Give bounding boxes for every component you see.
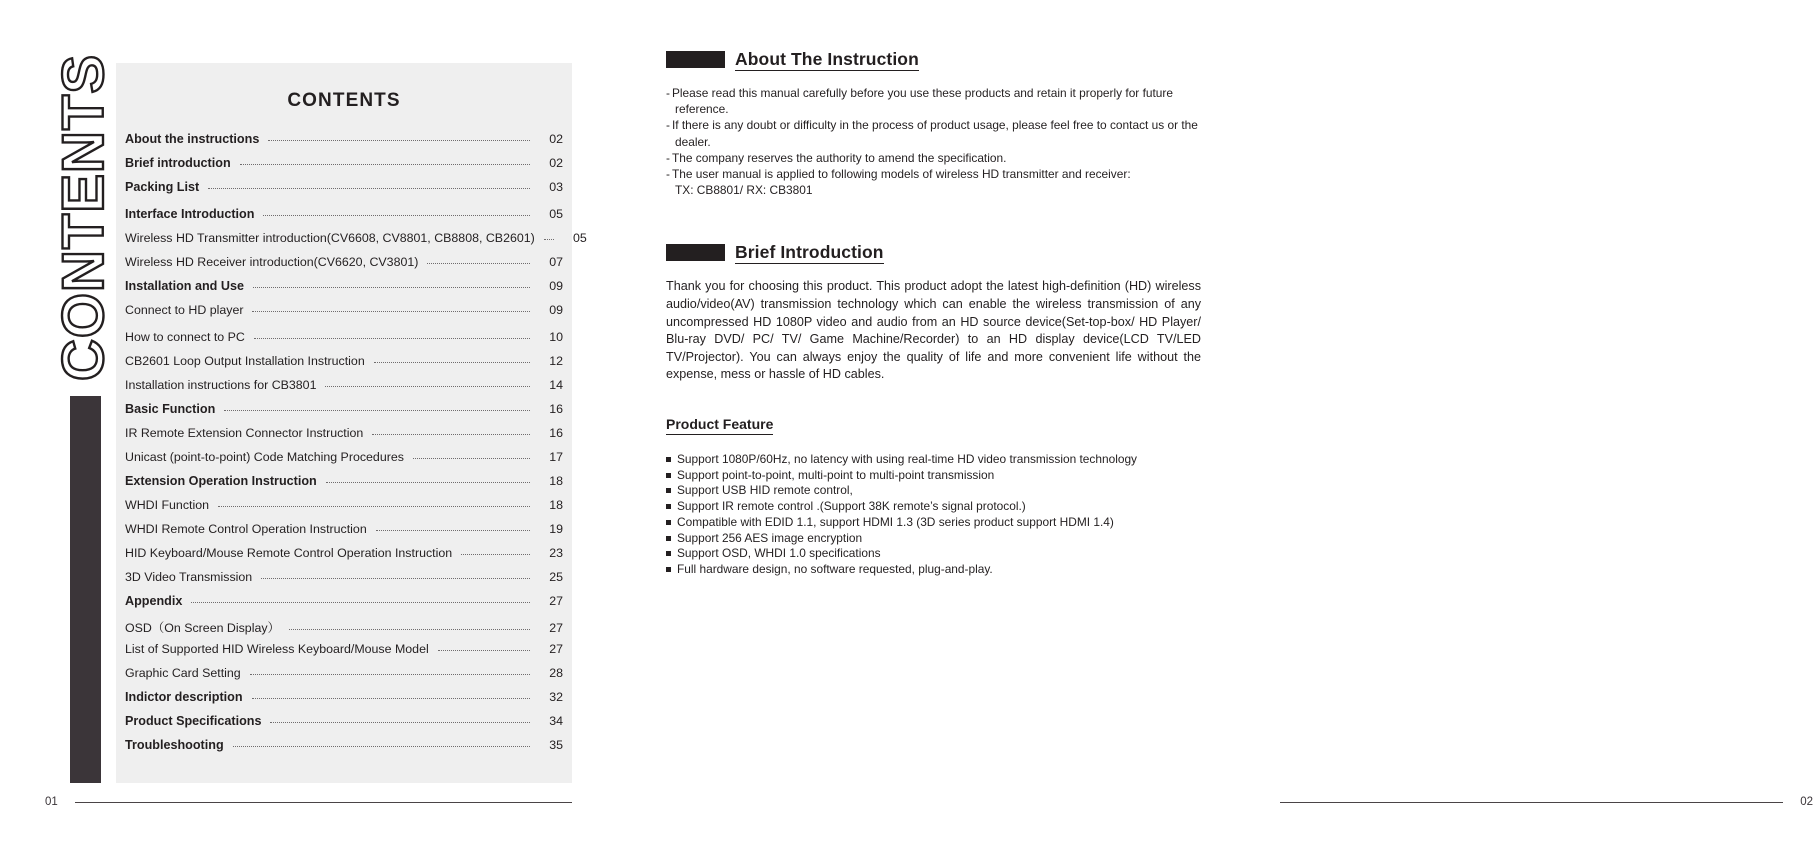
square-bullet-icon	[666, 551, 671, 556]
toc-entry[interactable]	[125, 594, 563, 618]
toc-entry[interactable]	[125, 714, 563, 738]
toc-entry-page-number: 27	[549, 621, 563, 635]
square-bullet-icon	[666, 567, 671, 572]
toc-entry-label: Extension Operation Instruction	[125, 474, 317, 488]
square-bullet-icon	[666, 520, 671, 525]
toc-leader-dots	[326, 481, 530, 483]
toc-leader-dots	[208, 187, 530, 189]
product-feature-item	[666, 515, 1201, 531]
toc-leader-dots	[263, 214, 530, 216]
footer-rule-right	[1280, 802, 1783, 803]
vertical-dark-bar	[70, 396, 101, 783]
product-feature-item	[666, 499, 1201, 515]
square-bullet-icon	[666, 536, 671, 541]
toc-leader-dots	[461, 553, 530, 555]
toc-leader-dots	[250, 673, 530, 675]
product-feature-item	[666, 531, 1201, 547]
toc-entry-page-number: 35	[549, 738, 563, 752]
section-spacer	[666, 198, 1201, 238]
toc-entry[interactable]	[125, 522, 563, 546]
toc-entry-label: List of Supported HID Wireless Keyboard/Mouse Model	[125, 642, 429, 656]
toc-leader-dots	[376, 529, 530, 531]
toc-entry[interactable]	[125, 303, 563, 327]
toc-leader-dots	[224, 409, 530, 411]
square-bullet-icon	[666, 457, 671, 462]
product-feature-text: Support 256 AES image encryption	[677, 530, 863, 545]
toc-entry[interactable]	[125, 450, 563, 474]
toc-entry[interactable]	[125, 378, 563, 402]
toc-leader-dots	[261, 577, 530, 579]
product-feature-item	[666, 483, 1201, 499]
dash-bullet-icon: -	[666, 150, 670, 165]
toc-entry[interactable]	[125, 570, 563, 594]
toc-entry-label: About the instructions	[125, 132, 260, 146]
toc-entry[interactable]	[125, 474, 563, 498]
dash-bullet-icon: -	[666, 118, 670, 133]
vertical-contents-wordmark: CONTENTS	[51, 54, 116, 381]
toc-leader-dots	[233, 745, 530, 747]
product-feature-title: Product Feature	[666, 416, 773, 435]
about-bullet-list	[666, 85, 1201, 182]
toc-entry-label: Unicast (point-to-point) Code Matching Procedures	[125, 450, 404, 464]
toc-leader-dots	[240, 163, 530, 165]
toc-entry-label: Wireless HD Receiver introduction(CV6620, CV3801)	[125, 255, 419, 269]
toc-leader-dots	[374, 361, 530, 363]
toc-entry-page-number: 27	[549, 594, 563, 608]
product-feature-text: Support point-to-point, multi-point to multi-point transmission	[677, 467, 995, 482]
product-feature-text: Support USB HID remote control,	[677, 483, 853, 498]
about-bullet-item	[666, 85, 1201, 117]
brief-introduction-paragraph: Thank you for choosing this product. This product adopt the latest high-definition (HD) wireless audio/video(AV) transmission technology which can enable the wireless transmission of any uncompressed HD 1080P video and audio from an HD source device(Set-top-box/ HD Player/ Blu-ray DVD/ PC/ TV/ Game Machine/Recorder) to an HD display device(LCD TV/LED TV/Projector). You can always enjoy the quality of life and more convenient life without the expense, mess or hassle of HD cables.	[666, 279, 1201, 382]
toc-entry[interactable]	[125, 618, 563, 642]
product-feature-item	[666, 452, 1201, 468]
toc-entry-label: WHDI Function	[125, 498, 209, 512]
toc-entry[interactable]	[125, 180, 563, 204]
square-bullet-icon	[666, 488, 671, 493]
toc-entry-page-number: 03	[549, 180, 563, 194]
toc-entry-page-number: 32	[549, 690, 563, 704]
square-bullet-icon	[666, 473, 671, 478]
toc-leader-dots	[191, 601, 530, 603]
toc-entry-page-number: 27	[549, 642, 563, 656]
toc-entry-page-number: 18	[549, 474, 563, 488]
left-page	[0, 0, 620, 843]
about-models-line: TX: CB8801/ RX: CB3801	[675, 183, 813, 198]
toc-entry-label: Interface Introduction	[125, 207, 255, 221]
folio-left: 01	[45, 796, 58, 808]
toc-entry-label: IR Remote Extension Connector Instruction	[125, 426, 364, 440]
footer-rule-left	[75, 802, 572, 803]
toc-entry-page-number: 02	[549, 156, 563, 170]
about-bullet-item	[666, 150, 1201, 166]
toc-entry[interactable]	[125, 279, 563, 303]
dash-bullet-icon: -	[666, 86, 670, 100]
toc-leader-dots	[427, 262, 530, 264]
toc-entry-page-number: 16	[549, 426, 563, 440]
product-feature-item	[666, 546, 1201, 562]
toc-entry-page-number: 19	[549, 522, 563, 536]
toc-leader-dots	[218, 505, 530, 507]
toc-entry[interactable]	[125, 330, 563, 354]
product-feature-text: Full hardware design, no software requested, plug-and-play.	[677, 561, 993, 576]
toc-entry-label: HID Keyboard/Mouse Remote Control Operation Instruction	[125, 546, 453, 560]
toc-entry-page-number: 25	[549, 570, 563, 584]
about-bullet-text: Please read this manual carefully before you use these products and retain it properly for future reference.	[671, 86, 1173, 117]
toc-entry[interactable]	[125, 255, 563, 279]
toc-entry-page-number: 12	[549, 354, 563, 368]
product-feature-text: Compatible with EDID 1.1, support HDMI 1.3 (3D series product support HDMI 1.4)	[677, 514, 1114, 529]
toc-leader-dots	[438, 649, 530, 651]
toc-entry-page-number: 09	[549, 303, 563, 317]
toc-leader-dots	[268, 139, 530, 141]
toc-leader-dots	[252, 310, 530, 312]
about-section-header	[666, 45, 1201, 71]
square-bullet-icon	[666, 504, 671, 509]
toc-entry[interactable]	[125, 132, 563, 156]
toc-entry-label: Troubleshooting	[125, 738, 224, 752]
toc-leader-dots	[413, 457, 530, 459]
product-feature-item	[666, 468, 1201, 484]
product-feature-text: Support 1080P/60Hz, no latency with using real-time HD video transmission technology	[677, 451, 1138, 466]
toc-entry-page-number: 05	[572, 231, 587, 245]
product-feature-item	[666, 562, 1201, 578]
about-bullet-text: If there is any doubt or difficulty in the process of product usage, please feel free to contact us or the dealer.	[671, 118, 1198, 149]
dash-bullet-icon: -	[666, 167, 670, 182]
toc-leader-dots	[253, 286, 530, 288]
toc-leader-dots	[252, 697, 530, 699]
toc-entry-label: Appendix	[125, 594, 183, 608]
toc-entry-label: Indictor description	[125, 690, 243, 704]
toc-entry[interactable]	[125, 354, 563, 378]
toc-entry-label: OSD（On Screen Display）	[125, 621, 280, 635]
contents-list	[116, 132, 587, 762]
toc-entry-page-number: 17	[549, 450, 563, 464]
toc-entry-label: Brief introduction	[125, 156, 231, 170]
toc-entry-label: WHDI Remote Control Operation Instruction	[125, 522, 367, 536]
toc-entry[interactable]	[125, 642, 563, 666]
toc-entry-page-number: 09	[549, 279, 563, 293]
toc-entry[interactable]	[125, 231, 587, 255]
toc-entry-label: CB2601 Loop Output Installation Instruction	[125, 354, 365, 368]
toc-leader-dots	[270, 721, 530, 723]
section-marker-block-icon	[666, 244, 725, 261]
about-bullet-item	[666, 117, 1201, 149]
brief-section-header	[666, 238, 1201, 264]
vertical-brand-strip	[51, 54, 116, 785]
toc-entry[interactable]	[125, 207, 563, 231]
toc-entry-label: Installation instructions for CB3801	[125, 378, 317, 392]
toc-leader-dots	[289, 628, 530, 630]
toc-entry[interactable]	[125, 666, 563, 690]
toc-entry-page-number: 05	[549, 207, 563, 221]
toc-entry-label: Packing List	[125, 180, 200, 194]
right-page	[620, 0, 1813, 843]
about-bullet-item	[666, 166, 1201, 182]
about-bullet-text: The user manual is applied to following models of wireless HD transmitter and receiver:	[671, 167, 1131, 182]
toc-entry[interactable]	[125, 690, 563, 714]
product-feature-text: Support OSD, WHDI 1.0 specifications	[677, 546, 881, 561]
toc-leader-dots	[544, 238, 554, 240]
toc-entry[interactable]	[125, 426, 563, 450]
toc-entry[interactable]	[125, 546, 563, 570]
toc-entry-label: Basic Function	[125, 402, 216, 416]
right-page-footer	[1280, 794, 1813, 810]
about-bullet-text: The company reserves the authority to amend the specification.	[671, 150, 1007, 165]
toc-entry-page-number: 28	[549, 666, 563, 680]
left-page-footer	[45, 794, 572, 810]
toc-entry-page-number: 02	[549, 132, 563, 146]
toc-entry-page-number: 07	[549, 255, 563, 269]
about-the-instruction-title: About The Instruction	[735, 49, 919, 69]
toc-entry[interactable]	[125, 156, 563, 180]
toc-leader-dots	[325, 385, 530, 387]
brief-introduction-title: Brief Introduction	[735, 242, 884, 263]
product-feature-list	[666, 452, 1201, 578]
product-feature-text: Support IR remote control .(Support 38K remote’s signal protocol.)	[677, 499, 1026, 514]
toc-entry-page-number: 18	[549, 498, 563, 512]
toc-entry-label: Wireless HD Transmitter introduction(CV6608, CV8801, CB8808, CB2601)	[125, 231, 535, 245]
toc-entry-page-number: 16	[549, 402, 563, 416]
toc-leader-dots	[372, 433, 530, 435]
toc-entry-page-number: 10	[549, 330, 563, 344]
folio-right: 02	[1800, 796, 1813, 808]
toc-entry-label: 3D Video Transmission	[125, 570, 253, 584]
toc-entry[interactable]	[125, 498, 563, 522]
toc-entry-label: Connect to HD player	[125, 303, 244, 317]
toc-entry-page-number: 34	[549, 714, 563, 728]
toc-entry-label: Product Specifications	[125, 714, 262, 728]
toc-entry[interactable]	[125, 402, 563, 426]
toc-entry-page-number: 14	[549, 378, 563, 392]
toc-entry-label: Installation and Use	[125, 279, 244, 293]
toc-entry[interactable]	[125, 738, 563, 762]
section-marker-block-icon	[666, 51, 725, 68]
toc-leader-dots	[254, 337, 530, 339]
toc-entry-label: Graphic Card Setting	[125, 666, 241, 680]
table-of-contents-panel	[116, 63, 587, 783]
toc-entry-label: How to connect to PC	[125, 330, 245, 344]
toc-entry-page-number: 23	[549, 546, 563, 560]
contents-heading: CONTENTS	[287, 90, 401, 111]
